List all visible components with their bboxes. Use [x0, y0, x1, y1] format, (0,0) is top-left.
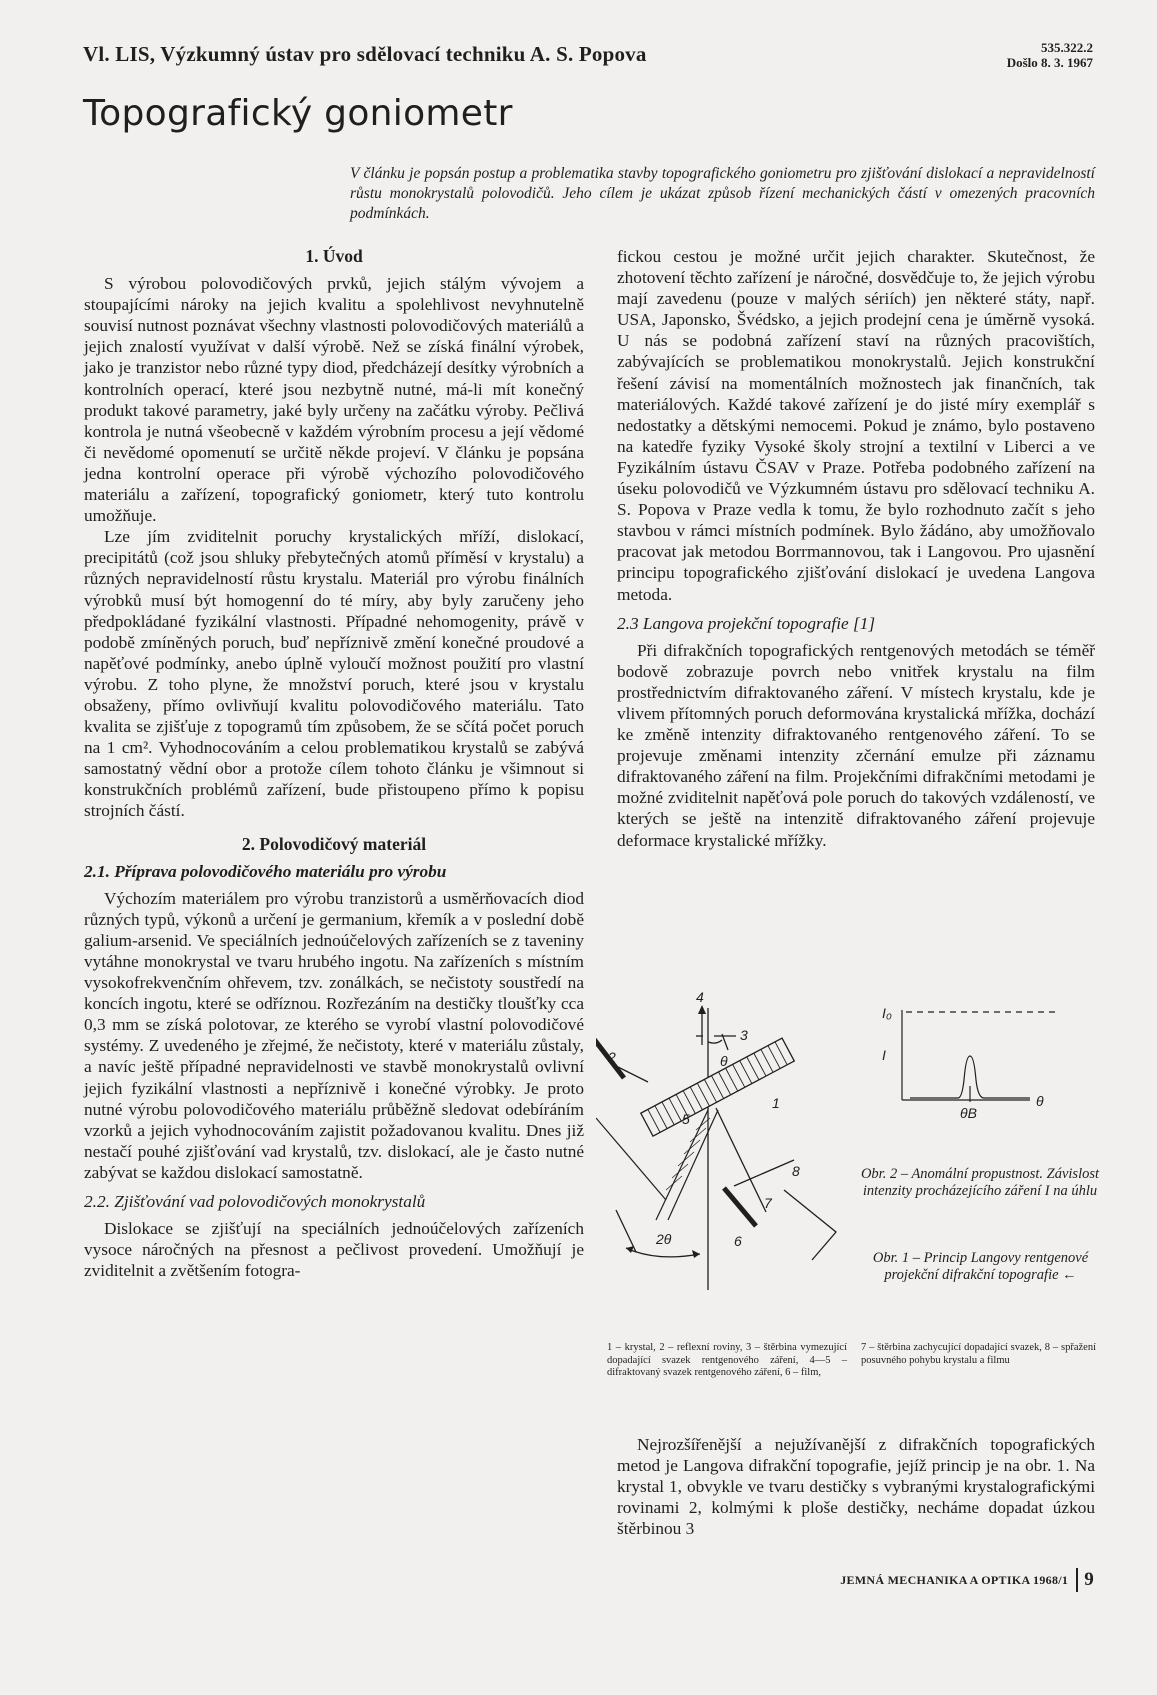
label-1: 1	[772, 1095, 780, 1111]
article-title: Topografický goniometr	[83, 93, 513, 134]
paragraph: S výrobou polovodičových prvků, jejich stálým vývojem a stoupajícími nároky na jejich kvalitu a spolehlivost nevyhnutelně souvisí nutnost poznávat všechny vlastnosti polovodičových materiálů a jejich znalostí využívat v další výrobě. Než se získá finální výrobek, jako je tranzistor nebo různé typy diod, předcházejí desítky výrobních a kontrolních operací, které jsou nezbytně nutné, má-li mít konečný produkt takové parametry, jaké byly určeny na začátku výroby. Pečlivá kontrola je nutná všeobecně v každém výrobním procesu a její vědomé či nevědomé opomenutí se určitě někde projeví. V článku je popsána jedna kontrolní operace při výrobě výchozího polovodičového materiálu a zařízení, topografický goniometr, který tuto kontrolu umožňuje.	[84, 274, 584, 526]
paragraph: Lze jím zviditelnit poruchy krystalických mříží, dislokací, precipitátů (což jsou shluky přebytečných atomů příměsí v krystalu) a různých nepravidelností růstu krystalu. Materiál pro výrobu finálních výrobků musí být homogenní do té míry, aby byly zaručeny jeho předpokládané fyzikální vlastnosti. Případné nehomogenity, právě v podobě zmíněných poruch, buď nepříznivě změní konečné proudové a napěťové podmínky, anebo úplně vyloučí možnost použití pro vlastní výrobu. Z toho plyne, že množství poruch, které jsou v krystalu obsaženy, přímo ovlivňují kvalitu polovodičového materiálu. Tato kvalita se zjišťuje z topogramů tím způsobem, že se sčítá počet poruch na 1 cm². Vyhodnocováním a celou problematikou krystalů se zabývá samostatný vědní obor a protože cílem tohoto článku je všimnout si konstrukčních problémů zařízení, bude přistoupeno přímo k popisu strojních částí.	[84, 527, 584, 821]
figure-2-graph	[870, 990, 1090, 1170]
section-2-3-heading: 2.3 Langova projekční topografie [1]	[617, 613, 876, 633]
paragraph: fickou cestou je možné určit jejich charakter. Skutečnost, že zhotovení těchto zařízení je náročné, dosvědčuje to, že jejich výrobu mají zavedenu (pouze v malých sériích) jen některé státy, např. USA, Japonsko, Švédsko, a jejich prodejní cena je úměrně vysoká. U nás se podobná zařízení staví na různých pracovištích, zabývajících se problematikou monokrystalů. Jejich konstrukční řešení závisí na momentálních možnostech jak finančních, tak materiálových. Každé takové zařízení je do jisté míry exemplář s nedostatky a dětskými nemocemi. Pokud je známo, bylo postaveno na katedře fyziky Vysoké školy strojní a textilní v Liberci a ve Fyzikálním ústavu ČSAV v Praze. Potřeba podobného zařízení na úseku polovodičů ve Výzkumném ústavu pro sdělovací techniku A. S. Popova v Praze vedla k tomu, že bylo rozhodnuto začít s jeho stavbou v rámci místních podmínek. Bylo žádáno, aby umožňovalo pracovat jak metodou Borrmannovou, tak i Langovou. Pro ujasnění principu topografického zjišťování dislokací je uvedena Langova metoda.	[617, 247, 1095, 604]
label-3: 3	[740, 1027, 748, 1043]
label-theta-axis: θ	[1036, 1093, 1044, 1109]
label-2: 2	[608, 1049, 616, 1065]
section-1-heading: 1. Úvod	[305, 246, 363, 266]
label-8: 8	[792, 1163, 800, 1179]
abstract: V článku je popsán postup a problematika stavby topografického goniometru pro zjišťování dislokací a nepravidelností růstu monokrystalů polovodičů. Jeho cílem je ukázat způsob řízení mechanických částí v omezených pracovních podmínkách.	[350, 165, 1095, 222]
figure-1-diagram	[596, 990, 896, 1320]
label-6: 6	[734, 1233, 742, 1249]
paragraph: Dislokace se zjišťují na speciálních jednoúčelových zařízeních vysoce náročných na přesnost a pečlivost provedení. Umožňují je zviditelnit a zvětšením fotogra-	[84, 1219, 584, 1281]
label-5: 5	[682, 1111, 690, 1127]
page-footer	[840, 1568, 1094, 1592]
label-theta-b: θB	[960, 1105, 977, 1121]
label-2theta: 2θ	[656, 1231, 672, 1247]
section-2-2-heading: 2.2. Zjišťování vad polovodičových monokrystalů	[84, 1192, 426, 1212]
left-column	[84, 246, 584, 1281]
section-2-heading: 2. Polovodičový materiál	[241, 833, 427, 854]
article-meta	[1007, 40, 1093, 70]
label-i0: I₀	[882, 1005, 892, 1021]
label-theta: θ	[720, 1053, 728, 1069]
udc-code: 535.322.2	[1041, 40, 1093, 55]
figure-2-caption: Obr. 2 – Anomální propustnost. Závislost intenzity procházejícího záření I na úhlu	[860, 1166, 1100, 1199]
label-7: 7	[764, 1195, 772, 1211]
label-4: 4	[696, 990, 704, 1005]
figure-1-caption: Obr. 1 – Princip Langovy rentgenové projekční difrakční topografie ←	[872, 1250, 1089, 1283]
figure-1-legend-left: 1 – krystal, 2 – reflexní roviny, 3 – štěrbina vymezující dopadající svazek rentgenového záření, 4—5 – difraktovaný svazek rentgenového záření, 6 – film,	[607, 1342, 847, 1378]
right-column-top	[617, 246, 1095, 851]
author-line: Vl. LIS, Výzkumný ústav pro sdělovací techniku A. S. Popova	[83, 42, 647, 66]
page-number: 9	[1084, 1569, 1094, 1590]
paragraph: Nejrozšířenější a nejužívanější z difrakčních topografických metod je Langova difrakční topografie, jejíž princip je na obr. 1. Na krystal 1, obvykle ve tvaru destičky s vybranými krystalografickými rovinami 2, kolmými k ploše destičky, necháme dopadat úzkou štěrbinou 3	[617, 1435, 1095, 1539]
footer-divider	[1076, 1568, 1078, 1592]
journal-name: JEMNÁ MECHANIKA A OPTIKA 1968/1	[840, 1572, 1069, 1587]
paragraph: Výchozím materiálem pro výrobu tranzistorů a usměrňovacích diod různých typů, výkonů a určení je germanium, křemík a v poslední době galium-arsenid. Ve speciálních jednoúčelových zařízeních se z taveniny vytáhne monokrystal ve tvaru hrubého ingotu. Na zařízeních s místním vysokofrekvenčním ohřevem, tzv. zonálkách, se nečistoty soustředí na koncích ingotu, které se odříznou. Rozřezáním na destičky tloušťky cca 0,3 mm se získá polotovar, ze kterého se vyrobí vlastní polovodičové systémy. Z uvedeného je zřejmé, že nečistoty, které v materiálu zůstaly, a navíc ještě případné nepravidelnosti ve stavbě monokrystalů ovlivní jejich fyzikální vlastnosti a nepříznivě i konečné výrobky. Je proto nutné výrobu polovodičového materiálu průběžně sledovat odebíráním vzorků a jejich vyhodnocováním zajistit požadovanou kvalitu. Dnes již nestačí pouhé zjišťování vad krystalů, tzv. dislokací, ale je často nutné zabývat se každou dislokací samostatně.	[84, 888, 584, 1182]
label-i: I	[882, 1047, 886, 1063]
figure-1-legend-right: 7 – štěrbina zachycující dopadající svazek, 8 – spřažení posuvného pohybu krystalu a filmu	[861, 1342, 1096, 1366]
received-date: Došlo 8. 3. 1967	[1006, 55, 1093, 70]
paragraph: Při difrakčních topografických rentgenových metodách se téměř bodově zobrazuje povrch nebo vnitřek krystalu na film prostřednictvím difraktovaného záření. V místech krystalu, kde je vlivem přítomných poruch deformována krystalická mřížka, dochází ke změně intenzity difraktovaného rentgenového záření. To se projevuje změnami intenzity zčernání emulze při záznamu difraktovaného záření na film. Projekčními difrakčními metodami je možné zviditelnit napěťová pole poruch do takových vzdáleností, ve kterých se ještě na intenzitě difraktovaného záření projevuje deformace krystalické mřížky.	[617, 640, 1095, 850]
right-column-bottom	[617, 1434, 1095, 1539]
section-2-1-heading: 2.1. Příprava polovodičového materiálu pro výrobu	[84, 861, 447, 881]
